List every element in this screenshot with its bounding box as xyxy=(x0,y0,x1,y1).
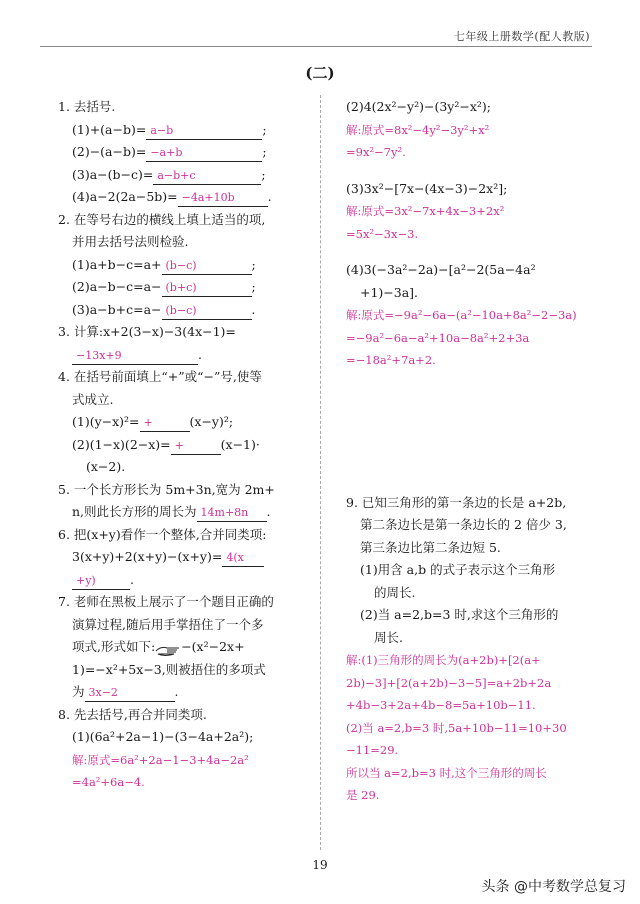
answer-blank: +y) xyxy=(72,573,130,590)
text-line: 式成立. xyxy=(72,391,114,407)
blank-prefix: n,则此长方形的周长为 xyxy=(72,504,197,519)
text-line: 7. 老师在黑板上展示了一个题目正确的 xyxy=(58,594,274,609)
fill-blank-line xyxy=(58,434,310,457)
text-line: (2)4(2x²−y²)−(3y²−x²); xyxy=(346,99,491,114)
solution-line: =−9a²−6a−a²+10a−8a²+2+3a xyxy=(346,330,530,345)
text-line: 周长. xyxy=(374,629,403,645)
fill-blank-line xyxy=(58,546,310,569)
blank-suffix: (x−1)· xyxy=(220,436,260,452)
solution-line: =−18a²+7a+2. xyxy=(346,353,436,367)
blank-prefix: (4)a−2(2a−5b)= xyxy=(72,189,178,204)
blank-prefix: (3)a−b+c=a− xyxy=(72,301,162,317)
spacer xyxy=(346,164,590,178)
answer-blank: 3x−2 xyxy=(85,685,175,702)
fill-blank-line xyxy=(58,411,310,434)
solution-line: =4a²+6a−4. xyxy=(72,775,145,789)
answer-blank: (b−c) xyxy=(162,258,252,275)
hand-icon xyxy=(155,642,181,654)
text-line: (1)用含 a,b 的式子表示这个三角形 xyxy=(360,562,556,577)
blank-suffix: ; xyxy=(251,279,256,294)
text-prefix: 项式,形式如下: xyxy=(72,639,156,654)
answer-blank: −4a+10b xyxy=(178,190,268,207)
answer-blank: 14m+8n xyxy=(197,505,267,522)
text-line: 第三条边比第二条边短 5. xyxy=(360,539,501,555)
blank-prefix: (1)+(a−b)= xyxy=(72,121,147,137)
blank-suffix: (x−y)²; xyxy=(189,414,234,429)
blank-suffix: . xyxy=(251,301,256,317)
answer-blank: −a+b xyxy=(146,145,262,162)
fill-blank-line xyxy=(58,276,310,299)
fill-blank-line xyxy=(58,119,310,142)
text-line: (3)3x²−[7x−(4x−3)−2x²]; xyxy=(346,180,508,196)
solution-line: 解:原式=3x²−7x+4x−3+2x² xyxy=(346,204,505,218)
blank-suffix: ; xyxy=(262,144,267,159)
blank-prefix: (2)(1−x)(2−x)= xyxy=(72,436,171,452)
blank-prefix: (1)a+b−c=a+ xyxy=(72,256,162,272)
solution-line: 解:原式=8x²−4y²−3y²+x² xyxy=(346,122,490,137)
text-line: 9. 已知三角形的第一条边的长是 a+2b, xyxy=(346,494,567,510)
answer-blank: −13x+9 xyxy=(72,348,198,365)
solution-line: −11=29. xyxy=(346,743,399,757)
column-divider xyxy=(320,95,321,850)
text-line: 6. 把(x+y)看作一个整体,合并同类项: xyxy=(58,526,267,542)
text-line: 1)=−x²+5x−3,则被捂住的多项式 xyxy=(72,661,266,677)
fill-blank-line xyxy=(58,501,310,524)
spacer xyxy=(346,245,590,259)
text-line: (x−2). xyxy=(86,459,126,474)
fill-blank-line xyxy=(58,569,310,592)
source-watermark: 头条 @中考数学总复习 xyxy=(481,879,626,895)
blank-suffix: . xyxy=(267,189,272,204)
fill-blank-line xyxy=(58,344,310,367)
solution-line: (2)当 a=2,b=3 时,5a+10b−11=10+30 xyxy=(346,720,567,735)
solution-line: 是 29. xyxy=(346,788,380,802)
blank-prefix: (2)a−b−c=a− xyxy=(72,279,162,294)
right-column xyxy=(346,96,590,807)
text-line: (1)(6a²+2a−1)−(3−4a+2a²); xyxy=(72,729,254,744)
solution-line: =9x²−7y². xyxy=(346,145,406,159)
text-line: 并用去括号法则检验. xyxy=(72,234,189,249)
blank-prefix: (3)a−(b−c)= xyxy=(72,166,154,182)
blank-suffix: . xyxy=(174,684,179,699)
blank-prefix: 3(x+y)+2(x+y)−(x+y)= xyxy=(72,549,223,564)
text-line: 1. 去括号. xyxy=(58,99,116,114)
solution-line: 解:原式=6a²+2a−1−3+4a−2a² xyxy=(72,752,249,767)
fill-blank-line xyxy=(58,299,310,322)
text-line: 演算过程,随后用手掌捂住了一个多 xyxy=(72,616,264,632)
spacer xyxy=(346,372,590,492)
solution-line: +4b−3+2a+4b−8=5a+10b−11. xyxy=(346,698,536,712)
text-line: +1)−3a]. xyxy=(360,284,419,300)
answer-blank: + xyxy=(140,415,190,432)
blank-suffix: . xyxy=(130,571,134,587)
page-number: 19 xyxy=(312,858,328,872)
text-line: 2. 在等号右边的横线上填上适当的项, xyxy=(58,211,266,227)
fill-blank-line xyxy=(58,254,310,277)
blank-suffix: . xyxy=(198,346,202,362)
blank-prefix: (1)(y−x)²= xyxy=(72,414,140,429)
answer-blank: (b+c) xyxy=(162,280,252,297)
answer-blank: a−b+c xyxy=(153,168,261,185)
book-header: 七年级上册数学(配人教版) xyxy=(453,30,590,43)
solution-line: =5x²−3x−3. xyxy=(346,226,419,241)
blank-suffix: . xyxy=(266,504,271,519)
answer-blank: + xyxy=(171,438,221,455)
text-line: (2)当 a=2,b=3 时,求这个三角形的 xyxy=(360,607,559,622)
solution-line: 解:(1)三角形的周长为(a+2b)+[2(a+ xyxy=(346,653,541,667)
solution-line: 解:原式=−9a²−6a−(a²−10a+8a²−2−3a) xyxy=(346,308,577,322)
hidden-polynomial-line xyxy=(58,636,310,659)
header-rule xyxy=(40,46,592,47)
solution-line: 2b)−3]+[2(a+2b)−3−5]=a+2b+2a xyxy=(346,675,552,690)
blank-prefix: 为 xyxy=(72,684,85,699)
text-line: 5. 一个长方形长为 5m+3n,宽为 2m+ xyxy=(58,481,275,497)
blank-suffix: ; xyxy=(261,166,266,182)
answer-blank: a−b xyxy=(146,123,262,140)
text-line: (4)3(−3a²−2a)−[a²−2(5a−4a² xyxy=(346,262,536,277)
blank-suffix: ; xyxy=(262,121,267,137)
answer-blank: (b−c) xyxy=(162,303,252,320)
text-suffix: −(x²−2x+ xyxy=(181,639,245,654)
text-line: 第二条边长是第一条边长的 2 倍少 3, xyxy=(360,517,567,532)
left-column xyxy=(58,96,310,794)
fill-blank-line xyxy=(58,186,310,209)
text-line: 3. 计算:x+2(3−x)−3(4x−1)= xyxy=(58,324,236,339)
solution-line: 所以当 a=2,b=3 时,这个三角形的周长 xyxy=(346,765,547,780)
fill-blank-line xyxy=(58,681,310,704)
text-line: 的周长. xyxy=(374,584,416,600)
fill-blank-line xyxy=(58,164,310,187)
blank-prefix: (2)−(a−b)= xyxy=(72,144,147,159)
text-line: 8. 先去括号,再合并同类项. xyxy=(58,706,207,722)
answer-blank: 4(x xyxy=(222,550,264,567)
section-title: (二) xyxy=(305,64,335,82)
blank-suffix: ; xyxy=(251,256,256,272)
text-line: 4. 在括号前面填上“+”或“−”号,使等 xyxy=(58,369,262,384)
fill-blank-line xyxy=(58,141,310,164)
